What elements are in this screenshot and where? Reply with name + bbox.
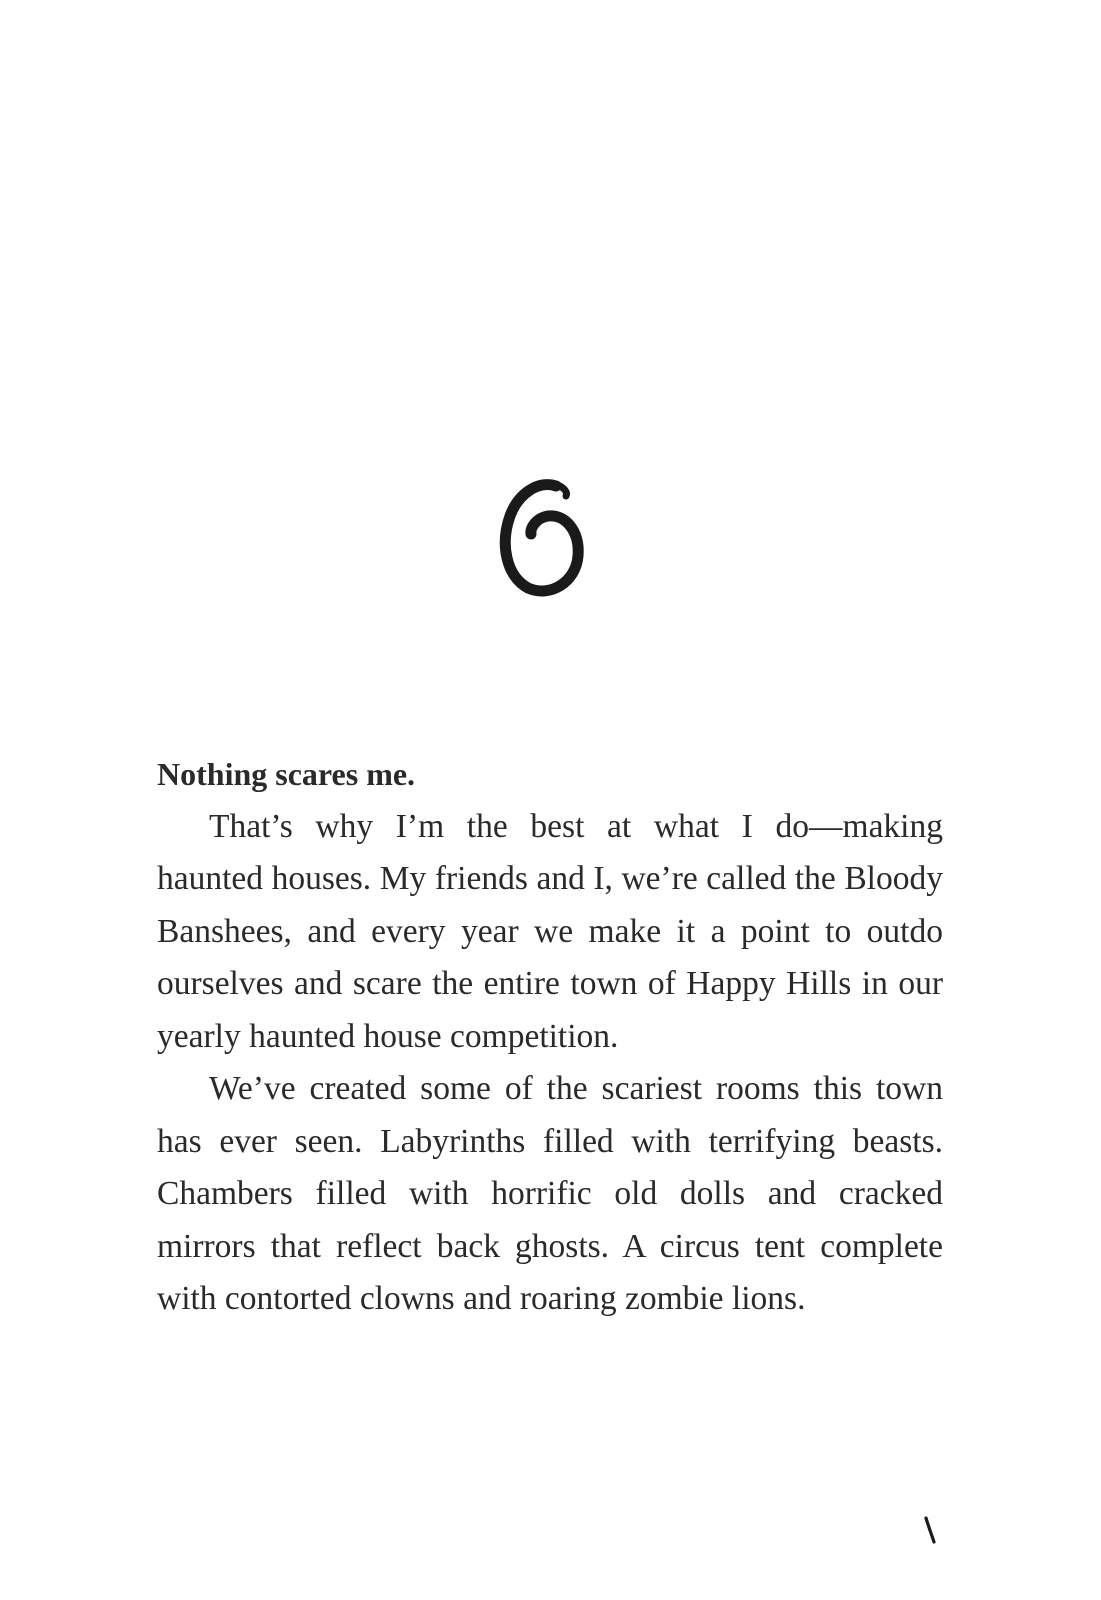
paragraph-1: That’s why I’m the best at what I do—making haunted houses. My friends and I, we’re called the Bloody Banshees, and every year we make it a point to outdo ourselves and scare the entire town of Happy Hills in our yearly haunted house competition. — [157, 807, 943, 1055]
chapter-number-icon — [498, 476, 588, 598]
paragraph-2: We’ve created some of the scariest rooms this town has ever seen. Labyrinths filled with terrifying beasts. Chambers filled with horrific old dolls and cracked mirrors that reflect back ghosts. A circus tent complete with contorted clowns and roaring zombie lions. — [157, 1070, 943, 1317]
page-number-icon — [922, 1515, 938, 1545]
body-text — [157, 748, 943, 1326]
opening-line: Nothing scares me. — [157, 756, 416, 792]
